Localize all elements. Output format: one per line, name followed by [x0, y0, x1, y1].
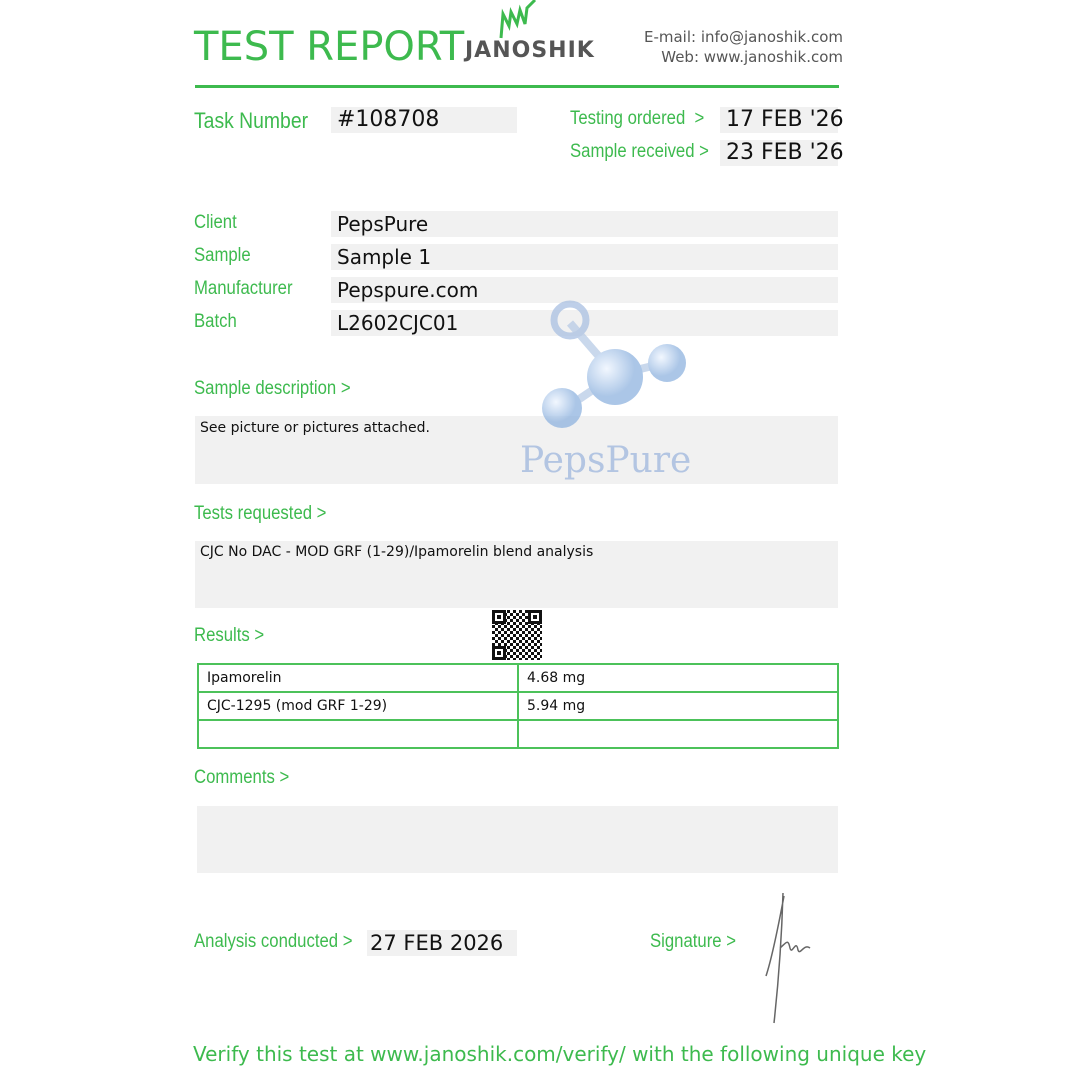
manufacturer-value: Pepspure.com [331, 277, 838, 303]
signature-label: Signature > [650, 931, 736, 952]
janoshik-logo [465, 0, 595, 66]
sample-description-box: See picture or pictures attached. [195, 416, 838, 484]
analysis-conducted-label: Analysis conducted > [194, 931, 353, 952]
compound-cell: Ipamorelin [198, 664, 518, 692]
compound-cell [198, 720, 518, 748]
testing-ordered-value: 17 FEB '26 [720, 107, 838, 133]
testing-ordered-label: Testing ordered > [570, 108, 705, 129]
pepspure-watermark [515, 295, 715, 490]
table-row [198, 664, 838, 692]
task-number-value: #108708 [331, 107, 517, 133]
manufacturer-label: Manufacturer [194, 278, 293, 299]
tests-requested-label: Tests requested > [194, 503, 327, 524]
report-title: TEST REPORT [194, 24, 465, 70]
batch-value: L2602CJC01 [331, 310, 838, 336]
contact-email: E-mail: info@janoshik.com [643, 28, 843, 46]
sample-label: Sample [194, 245, 251, 266]
comments-box [197, 806, 838, 873]
compound-cell: CJC-1295 (mod GRF 1-29) [198, 692, 518, 720]
watermark-text: PepsPure [520, 440, 692, 481]
verification-qr-code[interactable] [492, 610, 542, 660]
sample-received-label: Sample received > [570, 141, 709, 162]
amount-cell: 5.94 mg [518, 692, 838, 720]
handwritten-signature [760, 888, 820, 1028]
comments-label: Comments > [194, 767, 290, 788]
results-table [197, 663, 839, 749]
task-number-label: Task Number [194, 108, 309, 133]
table-row [198, 720, 838, 748]
sample-description-label: Sample description > [194, 378, 351, 399]
header-divider [195, 85, 839, 88]
sample-value: Sample 1 [331, 244, 838, 270]
client-value: PepsPure [331, 211, 838, 237]
results-label: Results > [194, 625, 265, 646]
molecule-icon [515, 295, 715, 455]
analysis-conducted-value: 27 FEB 2026 [367, 930, 517, 956]
amount-cell: 4.68 mg [518, 664, 838, 692]
tests-requested-box: CJC No DAC - MOD GRF (1-29)/Ipamorelin blend analysis [195, 541, 838, 608]
amount-cell [518, 720, 838, 748]
client-label: Client [194, 212, 237, 233]
verify-footer: Verify this test at www.janoshik.com/verify/ with the following unique key [193, 1042, 927, 1066]
sample-received-value: 23 FEB '26 [720, 140, 838, 166]
logo-bars-icon [465, 0, 575, 40]
contact-web: Web: www.janoshik.com [661, 48, 843, 66]
brand-name: JANOSHIK [465, 38, 595, 63]
table-row [198, 692, 838, 720]
batch-label: Batch [194, 311, 237, 332]
